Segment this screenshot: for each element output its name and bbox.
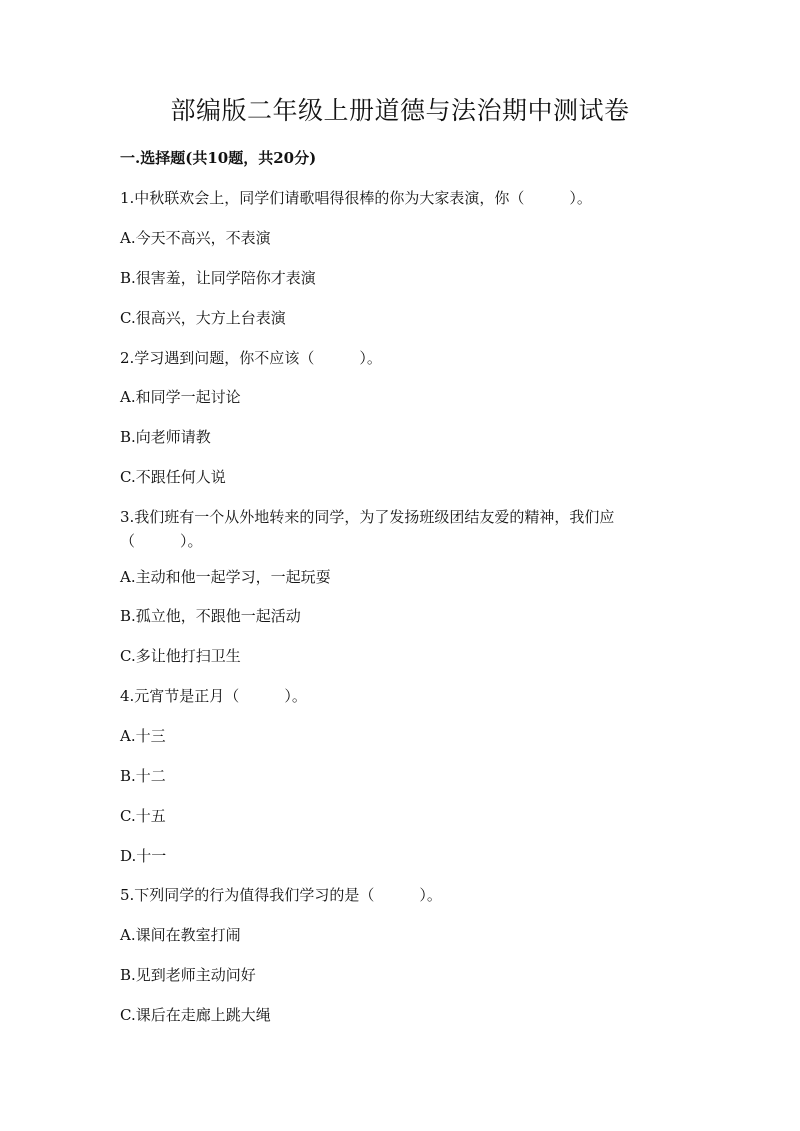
question-4-option-d: D.十一 xyxy=(120,847,167,865)
question-4-option-c: C.十五 xyxy=(120,807,166,825)
question-5-stem: 5.下列同学的行为值得我们学习的是（ ）。 xyxy=(120,886,442,904)
question-4-stem: 4.元宵节是正月（ ）。 xyxy=(120,687,307,705)
section-heading: 一.选择题(共10题，共20分) xyxy=(120,149,317,167)
question-5-option-b: B.见到老师主动问好 xyxy=(120,966,256,984)
question-3-stem: 3.我们班有一个从外地转来的同学，为了发扬班级团结友爱的精神，我们应（ ）。 xyxy=(120,508,615,550)
question-1-option-b: B.很害羞，让同学陪你才表演 xyxy=(120,269,316,287)
question-2-option-c: C.不跟任何人说 xyxy=(120,468,226,486)
question-1-option-c: C.很高兴，大方上台表演 xyxy=(120,309,286,327)
question-5-option-c: C.课后在走廊上跳大绳 xyxy=(120,1006,271,1024)
page-title: 部编版二年级上册道德与法治期中测试卷 xyxy=(170,96,630,125)
question-5-option-a: A.课间在教室打闹 xyxy=(120,926,241,944)
question-2-stem: 2.学习遇到问题，你不应该（ ）。 xyxy=(120,349,382,367)
question-3-option-a: A.主动和他一起学习，一起玩耍 xyxy=(120,568,331,586)
question-2-option-b: B.向老师请教 xyxy=(120,428,211,446)
question-4-option-a: A.十三 xyxy=(120,727,166,745)
question-1-stem: 1.中秋联欢会上，同学们请歌唱得很棒的你为大家表演，你（ ）。 xyxy=(120,189,592,207)
question-1-option-a: A.今天不高兴，不表演 xyxy=(120,229,271,247)
question-4-option-b: B.十二 xyxy=(120,767,166,785)
question-3-option-c: C.多让他打扫卫生 xyxy=(120,647,241,665)
question-2-option-a: A.和同学一起讨论 xyxy=(120,388,241,406)
question-3-option-b: B.孤立他，不跟他一起活动 xyxy=(120,607,301,625)
